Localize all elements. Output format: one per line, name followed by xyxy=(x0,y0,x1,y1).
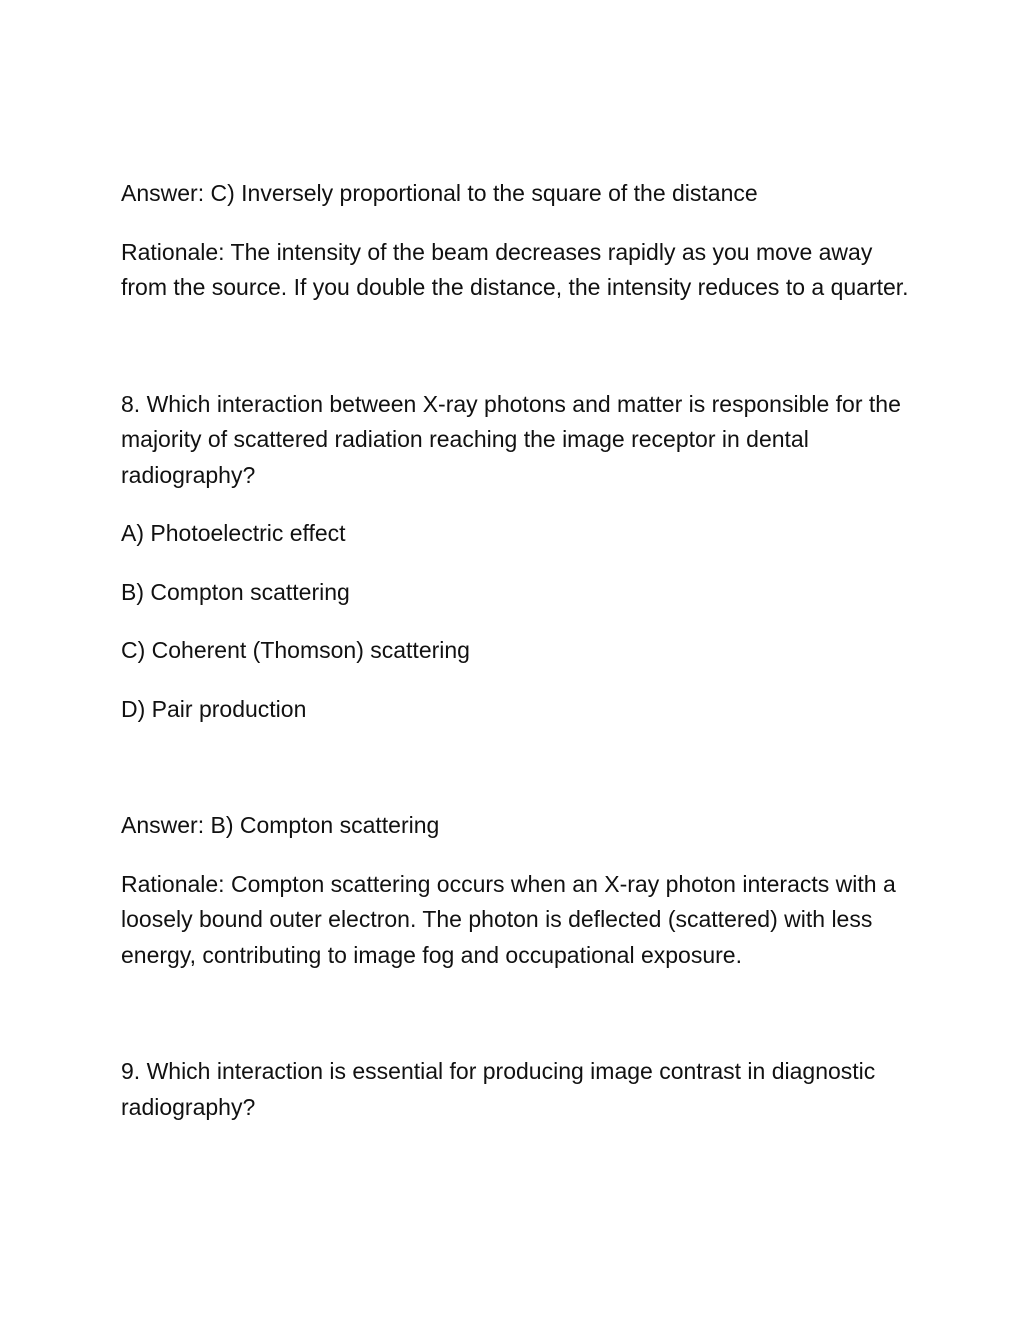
q8-option-b: B) Compton scattering xyxy=(121,578,350,605)
q7-answer: Answer: C) Inversely proportional to the square of the distance xyxy=(121,180,758,206)
q8-question: 8. Which interaction between X-ray photons and matter is responsible for the majority of scattered radiation reaching the image receptor in dental radiography? xyxy=(121,390,901,488)
q8-option-c: C) Coherent (Thomson) scattering xyxy=(121,637,470,663)
document-body xyxy=(121,176,911,1125)
q8-option-d: D) Pair production xyxy=(121,695,307,722)
q8-option-a: A) Photoelectric effect xyxy=(121,520,346,546)
q9-question: 9. Which interaction is essential for producing image contrast in diagnostic radiography? xyxy=(121,1058,876,1120)
q8-answer: Answer: B) Compton scattering xyxy=(121,812,440,838)
q8-rationale: Rationale: Compton scattering occurs when an X-ray photon interacts with a loosely bound outer electron. The photon is deflected (scattered) with less energy, contributing to image fog and occupational exposure. xyxy=(121,870,896,968)
q7-rationale: Rationale: The intensity of the beam decreases rapidly as you move away from the source. If you double the distance, the intensity reduces to a quarter. xyxy=(121,238,909,300)
